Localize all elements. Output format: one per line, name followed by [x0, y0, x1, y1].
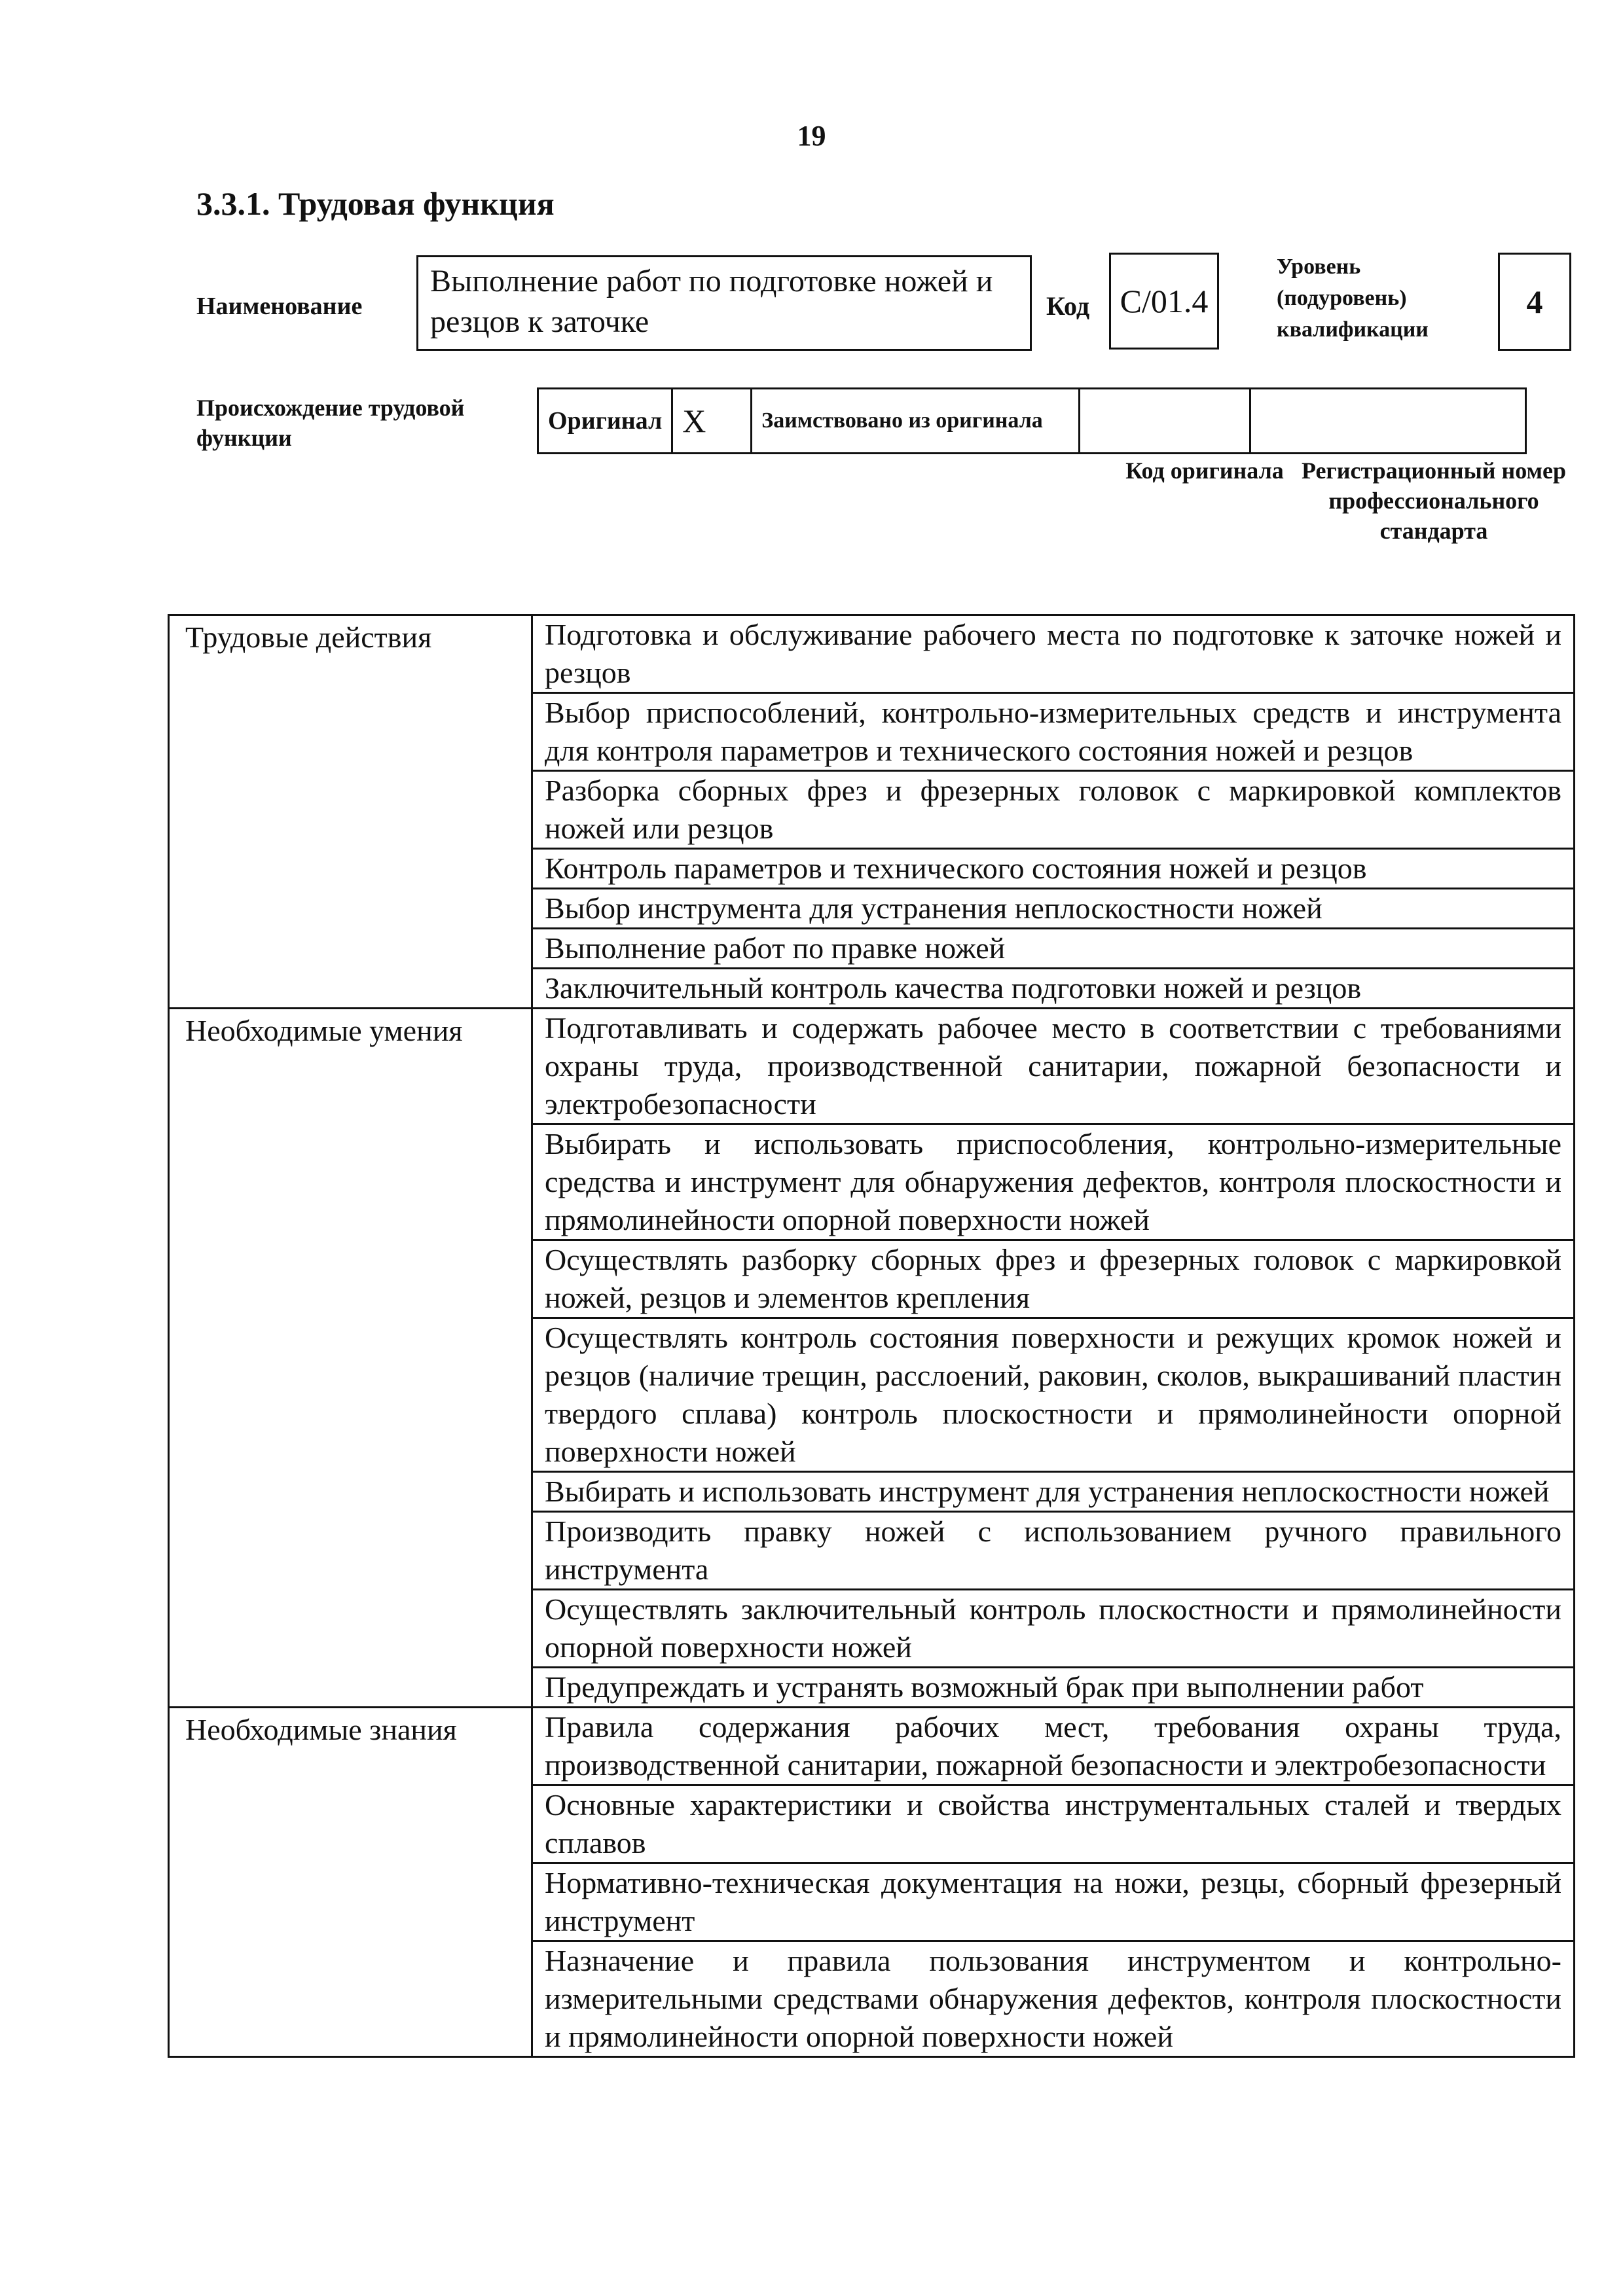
- origin-reg-number-cell: [1250, 389, 1526, 454]
- function-details-body: [169, 615, 1575, 2057]
- item-cell: Выбор инструмента для устранения неплоскостности ножей: [532, 889, 1575, 929]
- category-cell: Трудовые действия: [169, 615, 532, 1009]
- item-cell: Выбор приспособлений, контрольно-измерительных средств и инструмента для контроля параметров и технического состояния ножей и резцов: [532, 693, 1575, 771]
- item-cell: Подготовка и обслуживание рабочего места по подготовке к заточке ножей и резцов: [532, 615, 1575, 693]
- code-value-box: С/01.4: [1109, 253, 1219, 350]
- item-cell: Осуществлять заключительный контроль плоскостности и прямолинейности опорной поверхности ножей: [532, 1590, 1575, 1668]
- code-label: Код: [1046, 291, 1090, 321]
- origin-original-mark: X: [672, 389, 752, 454]
- table-row: [169, 615, 1575, 693]
- origin-code-cell: [1080, 389, 1250, 454]
- item-cell: Выбирать и использовать приспособления, контрольно-измерительные средства и инструмент для обнаружения дефектов, контроля плоскостности и прямолинейности опорной поверхности ножей: [532, 1124, 1575, 1240]
- origin-original-cell: Оригинал: [538, 389, 672, 454]
- category-cell: Необходимые знания: [169, 1708, 532, 2057]
- item-cell: Правила содержания рабочих мест, требования охраны труда, производственной санитарии, пожарной безопасности и электробезопасности: [532, 1708, 1575, 1785]
- item-cell: Осуществлять разборку сборных фрез и фрезерных головок с маркировкой ножей, резцов и элементов крепления: [532, 1240, 1575, 1318]
- page-number: 19: [797, 120, 826, 152]
- origin-code-caption: Код оригинала: [1125, 457, 1284, 484]
- qualification-level-label: Уровень (подуровень) квалификации: [1277, 255, 1429, 342]
- category-cell: Необходимые умения: [169, 1009, 532, 1708]
- item-cell: Заключительный контроль качества подготовки ножей и резцов: [532, 969, 1575, 1009]
- table-row: [169, 1009, 1575, 1124]
- origin-label: Происхождение трудовой функции: [196, 395, 465, 451]
- function-details-table: [168, 614, 1575, 2058]
- name-label: Наименование: [196, 293, 363, 320]
- table-row: [169, 1708, 1575, 1785]
- function-name-box: Выполнение работ по подготовке ножей и резцов к заточке: [416, 255, 1032, 351]
- origin-reg-caption: Регистрационный номер профессионального стандарта: [1301, 457, 1567, 544]
- item-cell: Нормативно-техническая документация на ножи, резцы, сборный фрезерный инструмент: [532, 1863, 1575, 1941]
- item-cell: Выполнение работ по правке ножей: [532, 929, 1575, 969]
- item-cell: Осуществлять контроль состояния поверхности и режущих кромок ножей и резцов (наличие трещин, расслоений, раковин, сколов, выкрашиваний пластин твердого сплава) контроль плоскостности и прямолинейности опорной поверхности ножей: [532, 1318, 1575, 1472]
- item-cell: Назначение и правила пользования инструментом и контрольно-измерительными средствами обнаружения дефектов, контроля плоскостности и прямолинейности опорной поверхности ножей: [532, 1941, 1575, 2057]
- item-cell: Контроль параметров и технического состояния ножей и резцов: [532, 849, 1575, 889]
- item-cell: Основные характеристики и свойства инструментальных сталей и твердых сплавов: [532, 1785, 1575, 1863]
- origin-table: [537, 387, 1527, 454]
- qualification-level-box: 4: [1498, 253, 1571, 351]
- item-cell: Производить правку ножей с использованием ручного правильного инструмента: [532, 1512, 1575, 1590]
- origin-borrowed-cell: Заимствовано из оригинала: [752, 389, 1080, 454]
- item-cell: Разборка сборных фрез и фрезерных головок с маркировкой комплектов ножей или резцов: [532, 771, 1575, 849]
- item-cell: Предупреждать и устранять возможный брак при выполнении работ: [532, 1668, 1575, 1708]
- item-cell: Подготавливать и содержать рабочее место в соответствии с требованиями охраны труда, производственной санитарии, пожарной безопасности и электробезопасности: [532, 1009, 1575, 1124]
- item-cell: Выбирать и использовать инструмент для устранения неплоскостности ножей: [532, 1472, 1575, 1512]
- section-title: 3.3.1. Трудовая функция: [196, 185, 555, 222]
